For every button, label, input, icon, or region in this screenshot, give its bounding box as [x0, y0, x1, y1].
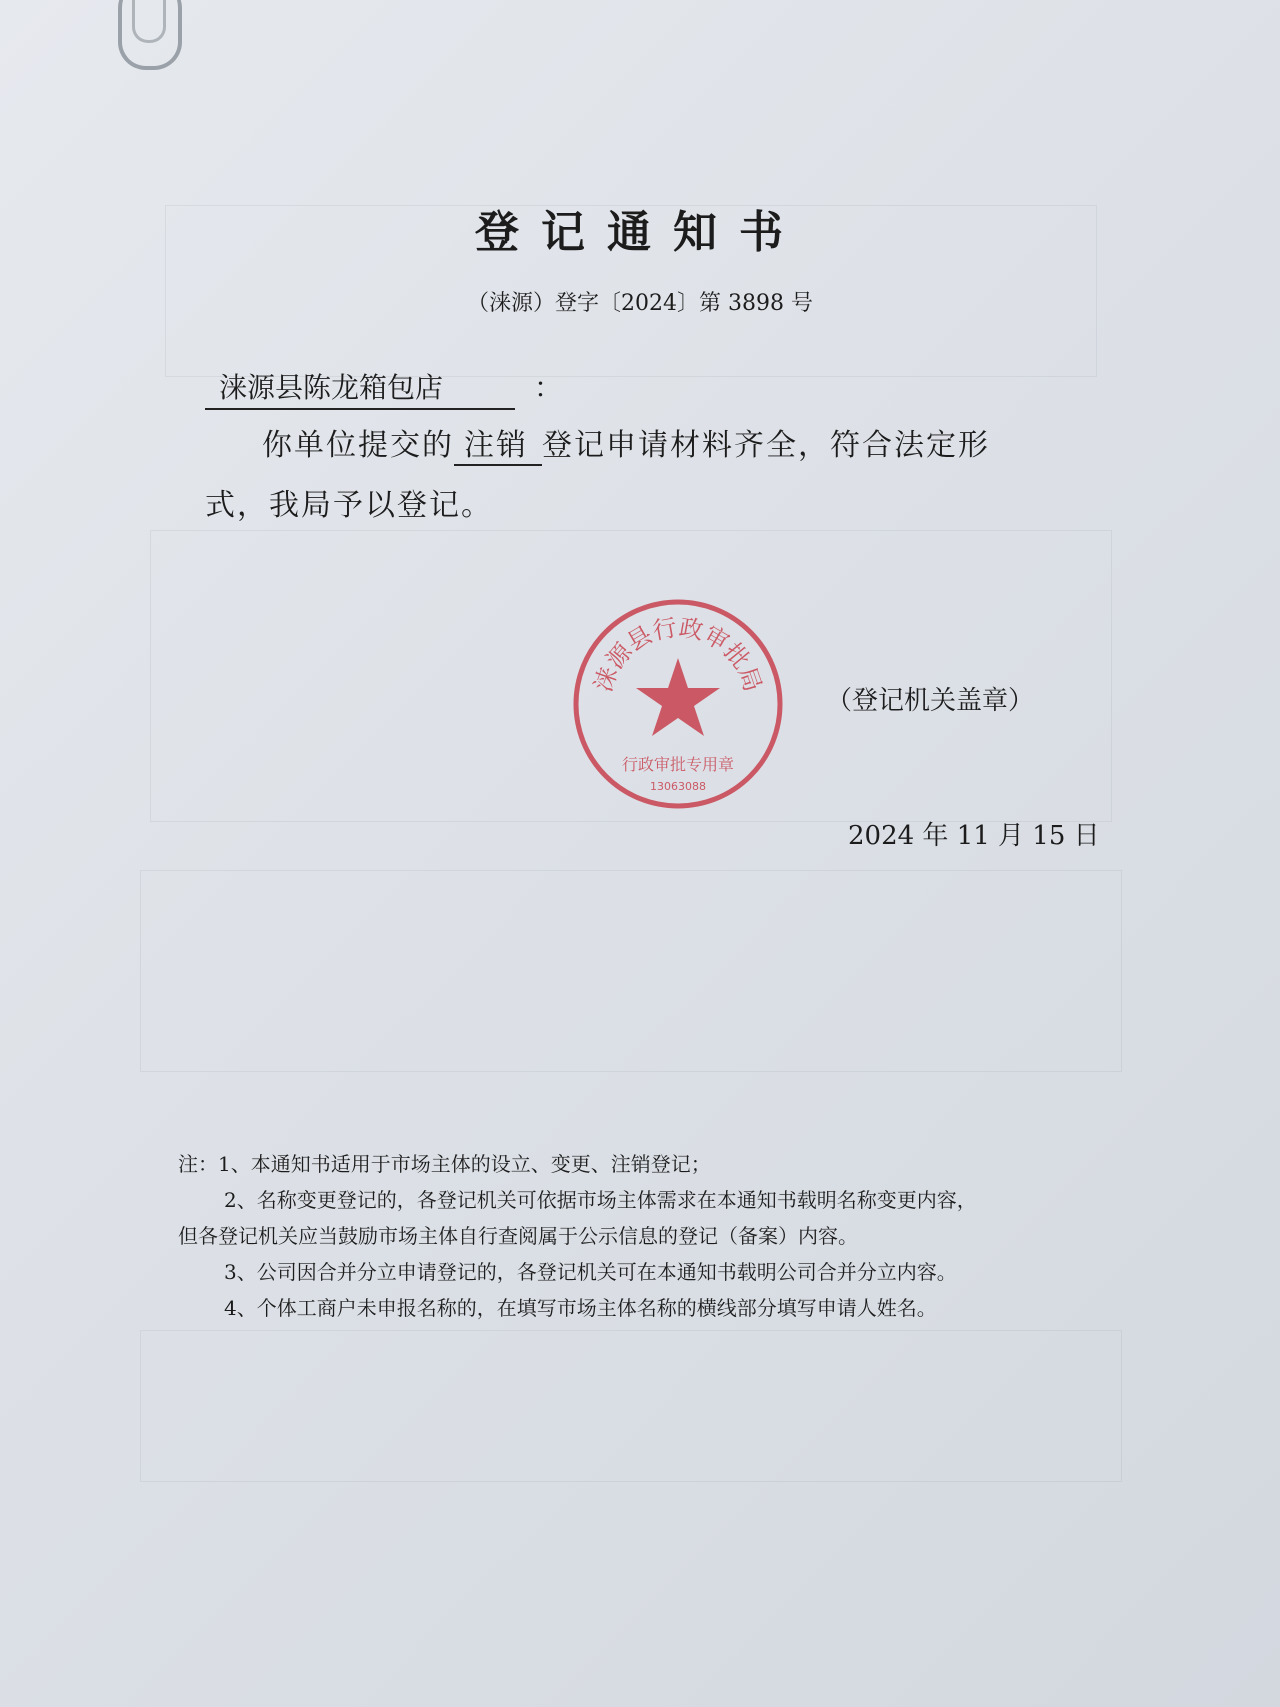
document-title: 登记通知书: [475, 207, 805, 258]
body-line-1: [262, 420, 990, 466]
seal-outer-text: 涞源县行政审批局: [589, 613, 767, 696]
ghost-table-block: [140, 870, 1122, 1072]
paperclip: [118, 0, 182, 70]
note-1: 注：1、本通知书适用于市场主体的设立、变更、注销登记；: [178, 1152, 711, 1176]
issue-date: 2024 年 11 月 15 日: [848, 821, 1100, 851]
seal-star-icon: [636, 658, 720, 736]
note-3: 3、公司因合并分立申请登记的，各登记机关可在本通知书载明公司合并分立内容。: [224, 1260, 957, 1284]
note-2: 2、名称变更登记的，各登记机关可依据市场主体需求在本通知书载明名称变更内容，: [224, 1188, 977, 1212]
note-4: 4、个体工商户未申报名称的，在填写市场主体名称的横线部分填写申请人姓名。: [224, 1296, 937, 1320]
body-line-2: 式，我局予以登记。: [205, 488, 493, 523]
note-2-cont: 但各登记机关应当鼓励市场主体自行查阅属于公示信息的登记（备案）内容。: [178, 1224, 858, 1248]
addressee-colon: ：: [534, 371, 563, 404]
notes-section: [178, 1146, 977, 1326]
addressee-name: 涞源县陈龙箱包店: [205, 366, 515, 410]
seal-label: （登记机关盖章）: [826, 686, 1035, 716]
document-number: （涞源）登字〔2024〕第 3898 号: [467, 291, 813, 316]
official-seal-stamp: [570, 596, 786, 812]
ghost-table-block: [140, 1330, 1122, 1482]
body-suffix: 登记申请材料齐全，符合法定形: [542, 428, 990, 463]
seal-inner-text: 行政审批专用章: [621, 755, 735, 774]
registration-type: 注销: [454, 420, 542, 466]
seal-code: 13063088: [650, 780, 706, 793]
body-prefix: 你单位提交的: [262, 428, 454, 463]
